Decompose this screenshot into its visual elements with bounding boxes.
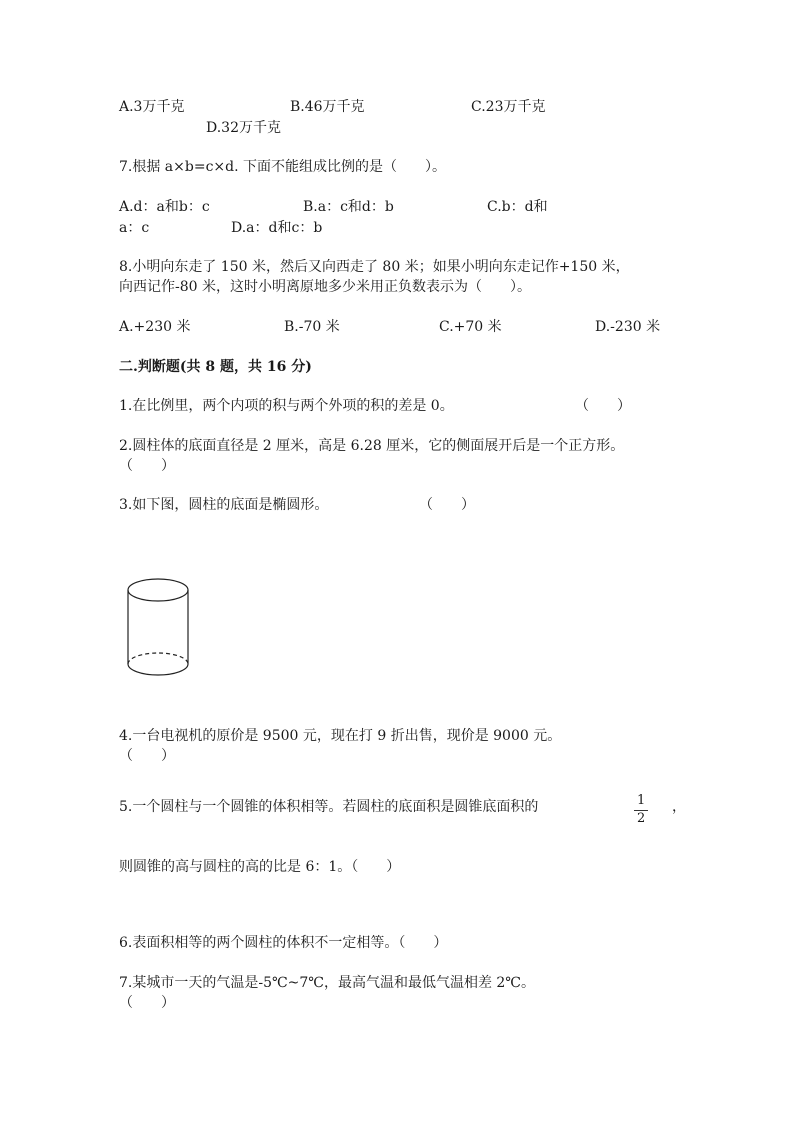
q8-option-b: B.-70 米 — [284, 319, 340, 335]
q7-option-c: C.b：d和 — [487, 199, 548, 215]
q8-option-d: D.-230 米 — [595, 319, 661, 335]
q8-option-c: C.+70 米 — [439, 319, 502, 335]
judge-4-text: 4.一台电视机的原价是 9500 元，现在打 9 折出售，现价是 9000 元。 — [119, 728, 562, 744]
q7-option-b: B.a：c和d：b — [303, 199, 394, 215]
judge-2-text: 2.圆柱体的底面直径是 2 厘米，高是 6.28 厘米，它的侧面展开后是一个正方形。 — [119, 438, 625, 454]
q7-option-a: A.d：a和b：c — [119, 199, 210, 215]
section-heading: 二.判断题(共 8 题，共 16 分) — [119, 359, 312, 375]
judge-7-text: 7.某城市一天的气温是-5℃~7℃，最高气温和最低气温相差 2℃。 — [119, 975, 535, 991]
fraction-numerator: 1 — [637, 793, 646, 808]
q7-option-d: D.a：d和c：b — [231, 220, 323, 236]
q6-option-a: A.3万千克 — [119, 99, 185, 115]
judge-1-paren: （ ） — [575, 398, 631, 414]
judge-3-paren: （ ） — [419, 497, 475, 513]
q6-option-b: B.46万千克 — [290, 99, 365, 115]
q7-option-c-cont: a：c — [119, 220, 150, 236]
q6-option-d: D.32万千克 — [206, 120, 281, 136]
judge-5-comma: ， — [672, 799, 686, 815]
fraction-denominator: 2 — [637, 811, 646, 826]
judge-5-text: 5.一个圆柱与一个圆锥的体积相等。若圆柱的底面积是圆锥底面积的 — [119, 799, 539, 815]
cylinder-figure — [120, 572, 196, 682]
q8-stem-line2: 向西记作-80 米，这时小明离原地多少米用正负数表示为（ ）。 — [119, 279, 531, 295]
judge-3-text: 3.如下图，圆柱的底面是椭圆形。 — [119, 497, 329, 513]
q8-option-a: A.+230 米 — [119, 319, 191, 335]
judge-7-paren: （ ） — [119, 995, 175, 1011]
judge-6-text: 6.表面积相等的两个圆柱的体积不一定相等。（ ） — [119, 935, 448, 951]
judge-2-paren: （ ） — [119, 458, 175, 474]
judge-4-paren: （ ） — [119, 748, 175, 764]
judge-5-text-cont: 则圆锥的高与圆柱的高的比是 6：1。（ ） — [119, 859, 401, 875]
q6-option-c: C.23万千克 — [471, 99, 546, 115]
q8-stem-line1: 8.小明向东走了 150 米，然后又向西走了 80 米；如果小明向东走记作+150 米， — [119, 259, 630, 275]
judge-1-text: 1.在比例里，两个内项的积与两个外项的积的差是 0。 — [119, 398, 454, 414]
q7-stem: 7.根据 a×b=c×d. 下面不能组成比例的是（ ）。 — [119, 159, 447, 175]
